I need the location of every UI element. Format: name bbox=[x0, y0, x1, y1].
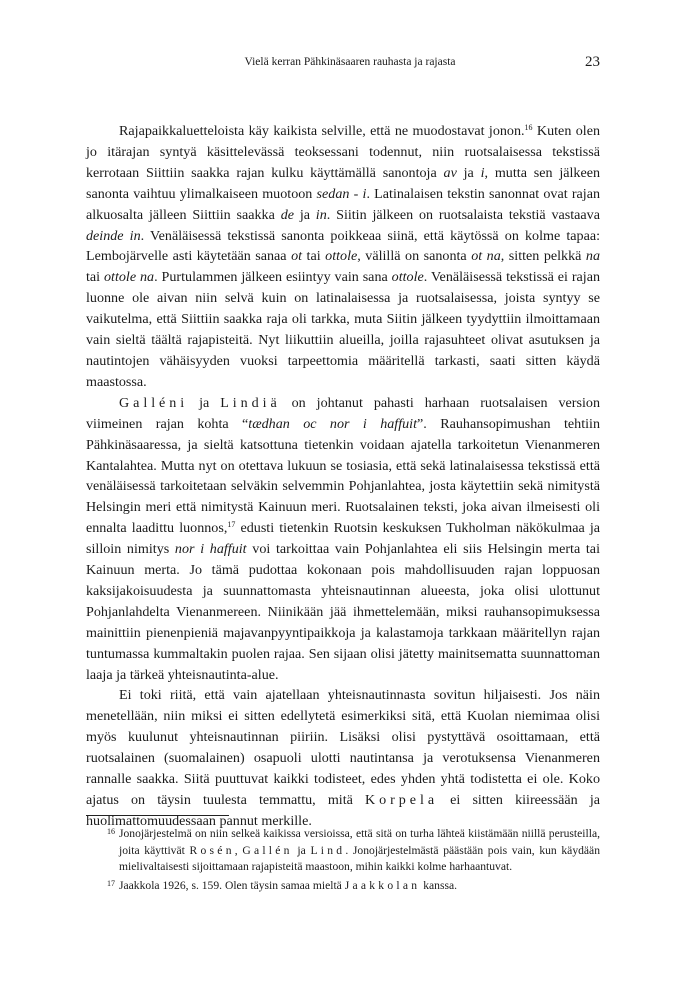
text-run: kanssa. bbox=[420, 878, 458, 892]
text-run: ”. Rauhansopimushan tehtiin Pähkinäsaaressa, ja sieltä katsottuna tietenkin voidaan ajatella tarkoitetun Vienanmeren Kantalahtea. Mutta nyt on otettava lukuun se tosiasia, että sekä latinalaisessa tekstissä että venäläisessä tarkoitetaan selväkin selvemmin Pohjanlahtea, josta käytettiin sekä nimitystä Helsingin meri että nimitystä Kainuun meri. Ruotsalainen teksti, joka aivan ilmeisesti oli ennalta laadittu luonnos, bbox=[86, 415, 600, 537]
text-run: Rajapaikkaluetteloista käy kaikista selville, että ne muodostavat jonon. bbox=[119, 123, 525, 139]
running-title: Vielä kerran Pähkinäsaaren rauhasta ja rajasta bbox=[244, 56, 456, 68]
italic-term: na bbox=[585, 248, 601, 265]
body-text bbox=[86, 121, 600, 832]
footnotes bbox=[86, 826, 600, 896]
footnote-mark: 17 bbox=[107, 878, 115, 888]
text-run: Kuten olen jo itärajan syntyä käsittelevässä teoksessani todennut, niin ruotsalaisessa tekstissä kerrotaan Siittiin saakka rajan kulku käyttämällä sanontoja bbox=[86, 123, 600, 181]
footnote-text bbox=[119, 827, 600, 873]
text-run: Jaakkola 1926, s. 159. Olen täysin samaa mieltä bbox=[119, 878, 345, 892]
text-run: voi tarkoittaa vain Pohjanlahtea eli siis Helsingin merta tai Kainuun merta. Jo tämä pudottaa kokonaan pois mahdollisuuden rajan loppuosan kaksijakoisuudesta ja suunnattomasta yhteisnautinnan alueesta, joka olisi ulottunut Pohjanlahdelta Vienanmereen. Niinikään jää ihmettelemään, miksi rauhansopimuksessa mainittiin pienenpieniä majavanpyyntipaikkoja ja kalastamoja tarkkaan määritellyn rajan tuntumassa kummaltakin puolen rajaa. Sen sijaan olisi jätetty mainitsematta suunnattoman laaja ja tärkeä yhteisnautinta-alue. bbox=[86, 541, 600, 683]
author-name: Korpela bbox=[365, 792, 439, 808]
text-run: ja bbox=[294, 206, 316, 223]
text-run: . Purtulammen jälkeen esiintyy vain sana bbox=[154, 269, 392, 286]
text-run: . Siitin jälkeen on ruotsalaista tekstiä vastaava bbox=[326, 206, 600, 223]
text-run: edusti tietenkin Ruotsin keskuksen Tukholman näkökulmaa ja silloin nimitys bbox=[86, 520, 600, 558]
footnote-rule bbox=[86, 815, 229, 816]
paragraph-1 bbox=[86, 121, 600, 393]
text-run: , mutta sen jälkeen sanonta vaihtuu ylimalkaiseen muotoon bbox=[86, 164, 601, 202]
footnote-reference: 16 bbox=[524, 123, 533, 132]
text-run: ja bbox=[292, 843, 311, 857]
author-name: Lind bbox=[310, 843, 346, 857]
italic-term: nor i haffuit bbox=[174, 541, 247, 558]
text-run: ei sitten kiireessään ja huolimattomuudessaan pannut merkille. bbox=[86, 792, 600, 829]
text-run: , välillä on sanonta bbox=[357, 248, 472, 265]
author-name: Gallén bbox=[242, 843, 293, 857]
running-header bbox=[0, 54, 700, 74]
paragraph-3 bbox=[86, 685, 600, 831]
italic-term: deinde in bbox=[86, 227, 141, 244]
text-run: on johtanut pahasti harhaan ruotsalaisen version viimeinen rajan kohta “ bbox=[86, 394, 600, 432]
text-run: tai bbox=[302, 248, 326, 265]
text-run: , bbox=[234, 843, 243, 857]
paragraph-2 bbox=[86, 393, 600, 686]
footnote-text bbox=[119, 879, 457, 892]
footnote-16 bbox=[86, 826, 600, 876]
italic-term: de bbox=[280, 206, 294, 223]
author-name: Jaakkolan bbox=[344, 878, 421, 892]
footnote-mark: 16 bbox=[107, 827, 115, 836]
text-run: , sitten pelkkä bbox=[500, 248, 586, 265]
text-run: Jonojärjestelmä on niin selkeä kaikissa versioissa, että sitä on turha lähteä kiistämään niillä perusteilla, joita käyttivät bbox=[119, 827, 600, 857]
author-name: Lindiä bbox=[220, 394, 281, 411]
italic-term: in bbox=[315, 206, 327, 223]
italic-term: ot na bbox=[471, 248, 501, 265]
page-number: 23 bbox=[585, 54, 600, 70]
italic-term: ot bbox=[291, 248, 303, 265]
text-run: ja bbox=[188, 394, 221, 411]
italic-term: av bbox=[443, 164, 457, 181]
footnote-reference: 17 bbox=[227, 520, 236, 530]
author-name: Galléni bbox=[119, 394, 189, 411]
text-run: ja bbox=[456, 164, 481, 181]
author-name: Rosén bbox=[189, 843, 235, 857]
text-run: . Venäläisessä tekstissä ei rajan luonne ole aivan niin selvä kuin on latinalaisessa ja ruotsalaisessa, joista syntyy se vaikutelma, että Siittiin saakka raja oli tarkka, muta Siitin jälkeen tyydyttiin ilmoittamaan vain sieltä täältä rajapisteitä. Nyt liikuttiin alueilla, joilla rajasuhteet olivat asutuksen ja nautintojen vähäisyyden vuoksi tarpeettomia määritellä tarkasti, saati sitten käydä maastossa. bbox=[86, 269, 600, 390]
text-run: tai bbox=[86, 269, 104, 286]
italic-term: tædhan oc nor i haffuit bbox=[248, 415, 418, 432]
text-run: Ei toki riitä, että vain ajatellaan yhteisnautinnasta sovitun hiljaisesti. Jos näin menetellään, niin miksi ei sitten edellytetä esimerkiksi sitä, että Kuolan niemimaa olisi myös kuulunut yhteisnautinnan piiriin. Lisäksi olisi pystyttävä osoittamaan, että ruotsalainen (suomalainen) osapuoli ulotti nautintansa ja verotuksensa Vienanmeren rannalle saakka. Siitä puuttuvat kaikki todisteet, edes yhden yhtä todistetta ei ole. Koko ajatus on täysin tuulesta temmattu, mitä bbox=[86, 687, 600, 808]
italic-term: ottole bbox=[391, 269, 424, 286]
italic-term: ottole na bbox=[104, 269, 155, 286]
text-run: . Latinalaisen tekstin sanonnat ovat rajan alkuosalta jälleen Siittiin saakka bbox=[86, 185, 600, 223]
text-run: . Jonojärjestelmästä päästään pois vain, kun käydään mielivaltaisesti sijoittamaan rajapisteitä maastoon, mihin kaikki kolme harhaantuvat. bbox=[119, 843, 601, 874]
text-run: . Venäläisessä tekstissä sanonta poikkeaa siinä, että käytössä on kolme tapaa: Lembojärvelle asti käytetään sanaa bbox=[86, 227, 600, 265]
italic-term: sedan - i bbox=[316, 185, 367, 202]
italic-term: ottole bbox=[325, 248, 358, 265]
footnote-17 bbox=[86, 878, 600, 895]
italic-term: i bbox=[480, 164, 485, 181]
